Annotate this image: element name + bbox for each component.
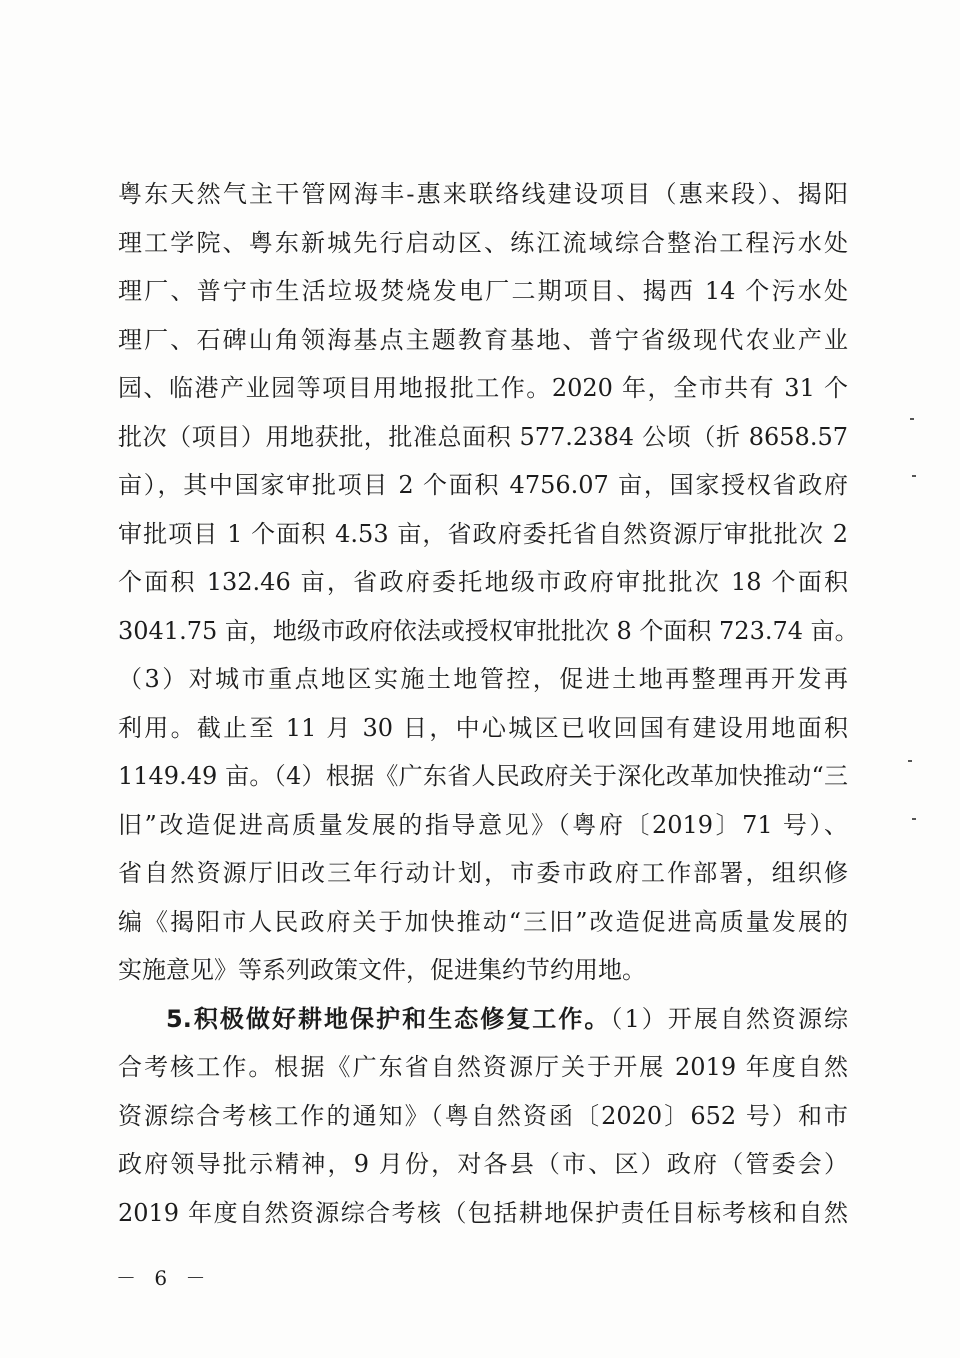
paragraph-line: 亩），其中国家审批项目 2 个面积 4756.07 亩，国家授权省政府	[118, 471, 848, 499]
paragraph-line: 省自然资源厅旧改三年行动计划，市委市政府工作部署，组织修	[118, 859, 848, 887]
paragraph-line: 编《揭阳市人民政府关于加快推动“三旧”改造促进高质量发展的	[118, 907, 848, 936]
paragraph-line: 理厂、普宁市生活垃圾焚烧发电厂二期项目、揭西 14 个污水处	[118, 277, 848, 305]
paragraph-line: 理厂、石碑山角领海基点主题教育基地、普宁省级现代农业产业	[118, 325, 848, 354]
paragraph-line: 园、临港产业园等项目用地报批工作。2020 年，全市共有 31 个	[118, 374, 848, 402]
paragraph-line: 合考核工作。根据《广东省自然资源厅关于开展 2019 年度自然	[118, 1053, 848, 1081]
paragraph-line: 批次（项目）用地获批，批准总面积 577.2384 公顷（折 8658.57	[118, 422, 848, 451]
paragraph-line: 3041.75 亩，地级市政府依法或授权审批批次 8 个面积 723.74 亩。	[118, 616, 859, 645]
document-body	[118, 170, 859, 1237]
paragraph-line: 旧”改造促进高质量发展的指导意见》（粤府〔2019〕71 号）、	[118, 810, 848, 839]
paragraph-line: 理工学院、粤东新城先行启动区、练江流域综合整治工程污水处	[118, 228, 848, 257]
paragraph-line: 实施意见》等系列政策文件，促进集约节约用地。	[118, 956, 646, 984]
scan-artifact	[908, 760, 912, 762]
section-heading: 5.积极做好耕地保护和生态修复工作。	[166, 1004, 611, 1033]
paragraph-line: （3）对城市重点地区实施土地管控，促进土地再整理再开发再	[118, 665, 848, 693]
scan-artifact	[912, 475, 916, 477]
paragraph-line: 资源综合考核工作的通知》（粤自然资函〔2020〕652 号）和市	[118, 1101, 848, 1130]
paragraph-line: 利用。截止至 11 月 30 日，中心城区已收回国有建设用地面积	[118, 713, 848, 742]
paragraph-line: 个面积 132.46 亩，省政府委托地级市政府审批批次 18 个面积	[118, 568, 848, 596]
scan-artifact	[912, 818, 916, 820]
section-heading-rest: （1）开展自然资源综	[610, 1004, 848, 1033]
section-heading-line	[118, 995, 848, 1044]
paragraph-line: 政府领导批示精神，9 月份，对各县（市、区）政府（管委会）	[118, 1150, 848, 1178]
paragraph-line: 审批项目 1 个面积 4.53 亩，省政府委托省自然资源厅审批批次 2	[118, 519, 848, 548]
scan-artifact	[910, 418, 914, 420]
paragraph-line: 2019 年度自然资源综合考核（包括耕地保护责任目标考核和自然	[118, 1198, 848, 1227]
page-number: － 6 －	[116, 1266, 212, 1290]
paragraph-line: 1149.49 亩。（4）根据《广东省人民政府关于深化改革加快推动“三	[118, 762, 848, 790]
paragraph-line: 粤东天然气主干管网海丰-惠来联络线建设项目（惠来段）、揭阳	[118, 180, 848, 208]
